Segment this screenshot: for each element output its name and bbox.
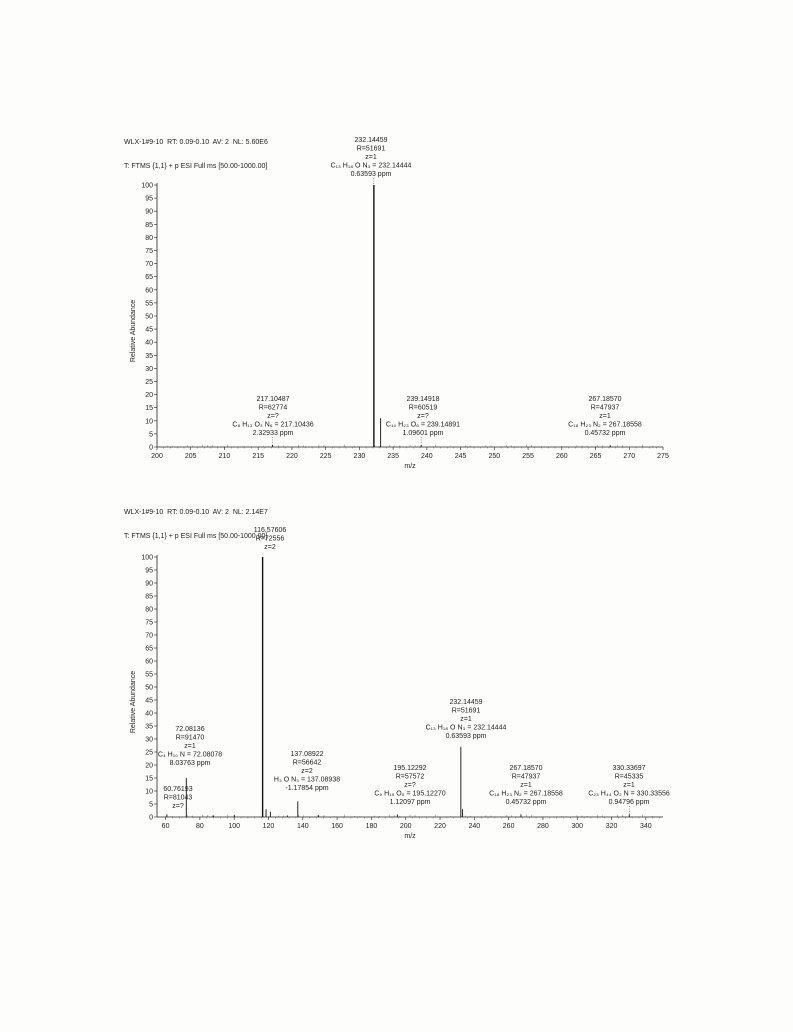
peak-label: z=1 bbox=[184, 743, 196, 750]
y-tick-label: 30 bbox=[145, 736, 153, 744]
peak-label: C₂₃ H₄₄ O₂ N = 330.33556 bbox=[588, 790, 670, 798]
peak-label: 217.10487 bbox=[256, 396, 290, 403]
peak-label: 0.63593 ppm bbox=[350, 171, 392, 178]
peak-label: C₄ H₁₀ N = 72.08078 bbox=[157, 751, 223, 759]
spectrum-2-header-line-1: WLX-1#9-10 RT: 0.09-0.10 AV: 2 NL: 2.14E7 bbox=[124, 509, 268, 516]
x-tick-label: 340 bbox=[640, 823, 652, 830]
y-tick-label: 90 bbox=[145, 208, 153, 216]
y-tick-label: 25 bbox=[145, 379, 153, 386]
peak-label: z=1 bbox=[365, 154, 377, 161]
x-axis-label: m/z bbox=[404, 463, 416, 470]
y-axis-label: Relative Abundance bbox=[130, 299, 137, 363]
peak-label: R=60519 bbox=[408, 404, 438, 412]
peak-label: 72.08136 bbox=[175, 726, 205, 733]
x-tick-label: 225 bbox=[319, 453, 332, 460]
x-tick-label: 160 bbox=[331, 823, 343, 830]
spectrum-1-header-line-1: WLX-1#9-10 RT: 0.09-0.10 AV: 2 NL: 5.60E6 bbox=[124, 139, 268, 146]
peak-label: R=51691 bbox=[356, 145, 386, 153]
x-tick-label: 200 bbox=[151, 453, 163, 460]
y-tick-label: 15 bbox=[145, 405, 153, 413]
y-tick-label: 10 bbox=[145, 418, 153, 426]
peak-label: R=62774 bbox=[258, 404, 288, 412]
x-tick-label: 255 bbox=[522, 453, 534, 460]
y-tick-label: 60 bbox=[145, 658, 153, 666]
y-axis-label: Relative Abundance bbox=[130, 670, 137, 734]
peak-label: z=1 bbox=[623, 782, 635, 789]
x-tick-label: 245 bbox=[454, 453, 467, 460]
peak-label: C₁₀ H₂₃ O₆ = 239.14891 bbox=[385, 421, 461, 429]
y-tick-label: 95 bbox=[145, 195, 153, 203]
spectrum-1-chart bbox=[130, 137, 669, 470]
peak-label: 267.18570 bbox=[588, 396, 622, 403]
peak-label: 0.94796 ppm bbox=[608, 799, 650, 806]
peak-label: 116.57606 bbox=[253, 527, 287, 534]
peak-label: 0.45732 ppm bbox=[505, 799, 547, 806]
y-tick-label: 60 bbox=[145, 287, 153, 295]
peak-label: 0.45732 ppm bbox=[584, 430, 626, 437]
peak-label: C₁₈ H₂₃ N₂ = 267.18558 bbox=[568, 421, 642, 429]
x-tick-label: 280 bbox=[537, 823, 549, 830]
peak-label: R=47937 bbox=[511, 773, 541, 781]
peak-label: z=1 bbox=[460, 716, 472, 723]
y-tick-label: 15 bbox=[145, 775, 153, 783]
x-tick-label: 320 bbox=[605, 823, 618, 830]
y-tick-label: 40 bbox=[145, 710, 153, 718]
x-tick-label: 200 bbox=[399, 823, 412, 830]
peak-label: z=? bbox=[172, 803, 184, 810]
peak-label: 8.03763 ppm bbox=[169, 760, 211, 767]
x-tick-label: 300 bbox=[571, 823, 584, 830]
y-tick-label: 5 bbox=[149, 801, 153, 809]
x-tick-label: 270 bbox=[623, 453, 636, 460]
peak-label: 60.76193 bbox=[163, 786, 193, 793]
y-tick-label: 100 bbox=[141, 554, 153, 562]
y-tick-label: 85 bbox=[145, 221, 153, 229]
x-tick-label: 265 bbox=[589, 453, 602, 460]
x-tick-label: 100 bbox=[228, 823, 241, 830]
x-tick-label: 215 bbox=[252, 453, 265, 460]
peak-label: 239.14918 bbox=[406, 396, 440, 403]
peak-label: C₉ H₁₉ O₅ = 195.12270 bbox=[374, 790, 446, 798]
x-tick-label: 240 bbox=[468, 823, 481, 830]
peak-label: C₈ H₁₃ O₃ N₆ = 217.10436 bbox=[232, 421, 314, 429]
peak-label: R=91470 bbox=[175, 734, 205, 742]
y-tick-label: 30 bbox=[145, 365, 153, 373]
x-tick-label: 240 bbox=[421, 453, 433, 460]
peak-label: -1.17854 ppm bbox=[285, 785, 329, 792]
y-tick-label: 0 bbox=[149, 444, 153, 452]
y-tick-label: 80 bbox=[145, 234, 153, 242]
peak-label: z=? bbox=[404, 782, 416, 789]
y-tick-label: 45 bbox=[145, 697, 153, 705]
peak-label: 195.12292 bbox=[393, 765, 427, 772]
peak-label: R=57572 bbox=[395, 773, 425, 781]
y-tick-label: 85 bbox=[145, 593, 153, 601]
peak-label: z=2 bbox=[301, 768, 313, 775]
y-tick-label: 65 bbox=[145, 274, 153, 282]
y-tick-label: 40 bbox=[145, 339, 153, 347]
spectrum-1-header-line-2: T: FTMS {1,1} + p ESI Full ms [50.00-1000.00] bbox=[124, 163, 268, 170]
peak-label: 330.33697 bbox=[612, 765, 646, 772]
y-tick-label: 75 bbox=[145, 248, 153, 255]
x-tick-label: 120 bbox=[262, 823, 275, 830]
y-tick-label: 35 bbox=[145, 352, 153, 360]
y-tick-label: 0 bbox=[149, 814, 153, 822]
x-tick-label: 220 bbox=[434, 823, 446, 830]
y-tick-label: 25 bbox=[145, 749, 153, 757]
x-tick-label: 260 bbox=[555, 453, 568, 460]
x-axis-label: m/z bbox=[404, 833, 416, 840]
y-tick-label: 55 bbox=[145, 671, 153, 679]
spectrum-2-chart bbox=[130, 527, 670, 840]
y-tick-label: 65 bbox=[145, 645, 153, 653]
y-tick-label: 70 bbox=[145, 632, 153, 640]
peak-label: 232.14459 bbox=[449, 699, 483, 706]
y-tick-label: 50 bbox=[145, 684, 153, 692]
x-tick-label: 250 bbox=[488, 453, 501, 460]
y-tick-label: 55 bbox=[145, 300, 153, 308]
peak-label: 137.08922 bbox=[290, 751, 324, 758]
peak-label: R=51691 bbox=[451, 707, 481, 715]
x-tick-label: 80 bbox=[195, 823, 204, 830]
peak-label: 0.63593 ppm bbox=[445, 733, 487, 740]
peak-label: R=72556 bbox=[255, 535, 285, 543]
y-tick-label: 50 bbox=[145, 313, 153, 321]
y-tick-label: 70 bbox=[145, 261, 153, 269]
peak-label: R=81043 bbox=[163, 794, 193, 802]
x-tick-label: 235 bbox=[387, 453, 399, 460]
y-tick-label: 100 bbox=[141, 182, 153, 190]
peak-label: R=56642 bbox=[292, 759, 322, 767]
x-tick-label: 210 bbox=[218, 453, 231, 460]
peak-label: 267.18570 bbox=[509, 765, 543, 772]
y-tick-label: 20 bbox=[145, 762, 153, 770]
x-tick-label: 220 bbox=[286, 453, 298, 460]
peak-label: 232.14459 bbox=[354, 137, 388, 144]
peak-label: R=47937 bbox=[590, 404, 620, 412]
peak-label: 1.12097 ppm bbox=[389, 799, 431, 806]
y-tick-label: 5 bbox=[149, 431, 153, 439]
peak-label: 1.09601 ppm bbox=[402, 430, 444, 437]
y-tick-label: 20 bbox=[145, 392, 153, 400]
y-tick-label: 45 bbox=[145, 326, 153, 334]
peak-label: z=2 bbox=[264, 544, 276, 551]
peak-label: C₁₃ H₁₈ O N₃ = 232.14444 bbox=[425, 724, 507, 732]
x-tick-label: 230 bbox=[353, 453, 366, 460]
spectrum-2-header-line-2: T: FTMS {1,1} + p ESI Full ms [50.00-1000.00] bbox=[124, 533, 268, 540]
x-tick-label: 180 bbox=[365, 823, 378, 830]
y-tick-label: 35 bbox=[145, 723, 153, 731]
peak-label: z=1 bbox=[520, 782, 532, 789]
peak-label: R=45335 bbox=[614, 773, 644, 781]
y-tick-label: 90 bbox=[145, 580, 153, 588]
peak-label: C₁₃ H₁₈ O N₃ = 232.14444 bbox=[330, 162, 412, 170]
peak-label: z=? bbox=[417, 413, 429, 420]
x-tick-label: 60 bbox=[161, 823, 170, 830]
x-tick-label: 275 bbox=[657, 453, 669, 460]
y-tick-label: 10 bbox=[145, 788, 153, 796]
peak-label: z=1 bbox=[599, 413, 611, 420]
peak-label: 2.32933 ppm bbox=[252, 430, 294, 437]
peak-label: H₃ O N₃ = 137.08938 bbox=[273, 776, 341, 784]
x-tick-label: 205 bbox=[184, 453, 197, 460]
peak-label: z=? bbox=[267, 413, 279, 420]
y-tick-label: 95 bbox=[145, 567, 153, 575]
x-tick-label: 140 bbox=[296, 823, 309, 830]
x-tick-label: 260 bbox=[502, 823, 515, 830]
y-tick-label: 75 bbox=[145, 619, 153, 627]
peak-label: C₁₈ H₂₃ N₂ = 267.18558 bbox=[489, 790, 563, 798]
y-tick-label: 80 bbox=[145, 606, 153, 614]
